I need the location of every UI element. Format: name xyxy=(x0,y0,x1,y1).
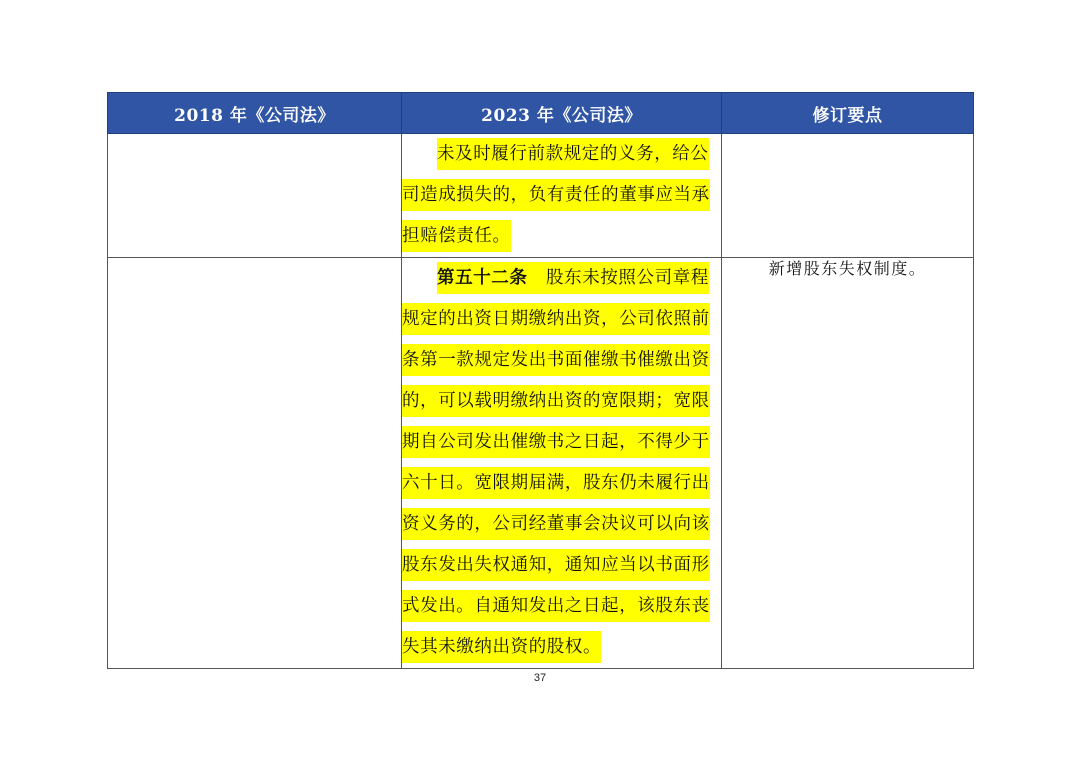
highlighted-text: 六十日。宽限期届满，股东仍未履行出 xyxy=(402,467,710,499)
text-line xyxy=(402,216,721,257)
highlighted-text: 失其未缴纳出资的股权。 xyxy=(402,631,601,663)
row1-2018-cell xyxy=(108,134,402,258)
header-2023-law: 2023 年《公司法》 xyxy=(402,93,722,134)
highlighted-text: 条第一款规定发出书面催缴书催缴出资 xyxy=(402,344,710,376)
highlighted-text: 的，可以载明缴纳出资的宽限期；宽限 xyxy=(402,385,710,417)
header-2018-law: 2018 年《公司法》 xyxy=(108,93,402,134)
text-line xyxy=(402,381,721,422)
row2-2023-cell xyxy=(402,258,722,669)
article-first-line: 股东未按照公司章程 xyxy=(546,268,709,288)
row2-2018-cell xyxy=(108,258,402,669)
text-line xyxy=(402,175,721,216)
highlighted-text xyxy=(437,262,709,294)
highlighted-text: 式发出。自通知发出之日起，该股东丧 xyxy=(402,590,710,622)
highlighted-text: 未及时履行前款规定的义务，给公 xyxy=(437,138,709,170)
row1-2023-cell xyxy=(402,134,722,258)
text-line xyxy=(402,134,721,175)
highlighted-text: 股东发出失权通知，通知应当以书面形 xyxy=(402,549,710,581)
text-line xyxy=(402,586,721,627)
revision-note: 新增股东失权制度。 xyxy=(768,259,927,278)
text-line xyxy=(402,422,721,463)
article-number: 第五十二条 xyxy=(437,268,528,288)
row2-revision-cell xyxy=(722,258,974,669)
text-line xyxy=(402,258,721,299)
highlighted-text: 规定的出资日期缴纳出资，公司依照前 xyxy=(402,303,710,335)
text-line xyxy=(402,504,721,545)
header-revision-points: 修订要点 xyxy=(722,93,974,134)
table-row xyxy=(108,258,974,669)
text-line xyxy=(402,463,721,504)
text-line xyxy=(402,299,721,340)
text-line xyxy=(402,340,721,381)
highlighted-text: 司造成损失的，负有责任的董事应当承 xyxy=(402,179,710,211)
text-line xyxy=(402,545,721,586)
comparison-table xyxy=(107,92,974,669)
table-header-row xyxy=(108,93,974,134)
text-line xyxy=(402,627,721,668)
page-number: 37 xyxy=(533,672,547,684)
row1-revision-cell xyxy=(722,134,974,258)
highlighted-text: 期自公司发出催缴书之日起，不得少于 xyxy=(402,426,710,458)
highlighted-text: 资义务的，公司经董事会决议可以向该 xyxy=(402,508,710,540)
highlighted-text: 担赔偿责任。 xyxy=(402,220,511,252)
table-row xyxy=(108,134,974,258)
